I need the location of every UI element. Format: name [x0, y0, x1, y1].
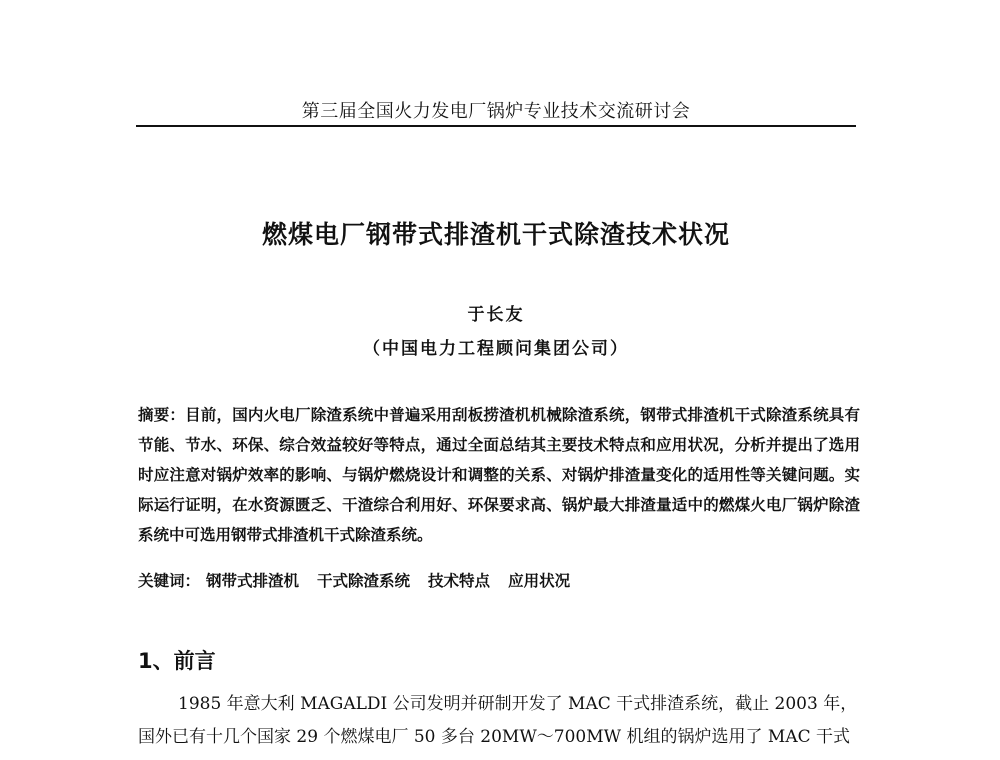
header-rule: [136, 125, 856, 127]
body-line: 1985 年意大利 MAGALDI 公司发明并研制开发了 MAC 干式排渣系统，截止 2003 年，: [178, 694, 858, 714]
body-line: 国外已有十几个国家 29 个燃煤电厂 50 多台 20MW～700MW 机组的锅炉选用了 MAC 干式: [138, 727, 851, 747]
keyword: 钢带式排渣机: [206, 571, 300, 590]
abstract: [138, 400, 860, 550]
paper-title: 燃煤电厂钢带式排渣机干式除渣技术状况: [261, 220, 730, 249]
keywords: [138, 566, 860, 596]
keywords-label: 关键词：: [138, 571, 201, 590]
keyword: 干式除渣系统: [317, 571, 411, 590]
section-body: [138, 688, 860, 754]
running-header: 第三届全国火力发电厂锅炉专业技术交流研讨会: [301, 101, 691, 122]
abstract-label: 摘要：: [138, 405, 186, 424]
keyword: 应用状况: [508, 571, 571, 590]
author-affiliation: （中国电力工程顾问集团公司）: [363, 339, 629, 359]
keyword: 技术特点: [428, 571, 491, 590]
abstract-text: 目前，国内火电厂除渣系统中普遍采用刮板捞渣机机械除渣系统，钢带式排渣机干式除渣系统具有节能、节水、环保、综合效益较好等特点，通过全面总结其主要技术特点和应用状况，分析并提出了选用时应注意对锅炉效率的影响、与锅炉燃烧设计和调整的关系、对锅炉排渣量变化的适用性等关键问题。实际运行证明，在水资源匮乏、干渣综合利用好、环保要求高、锅炉最大排渣量适中的燃煤火电厂锅炉除渣系统中可选用钢带式排渣机干式除渣系统。: [138, 405, 860, 544]
author-name: 于长友: [467, 305, 525, 325]
section-heading-introduction: 1、前言: [138, 649, 216, 673]
